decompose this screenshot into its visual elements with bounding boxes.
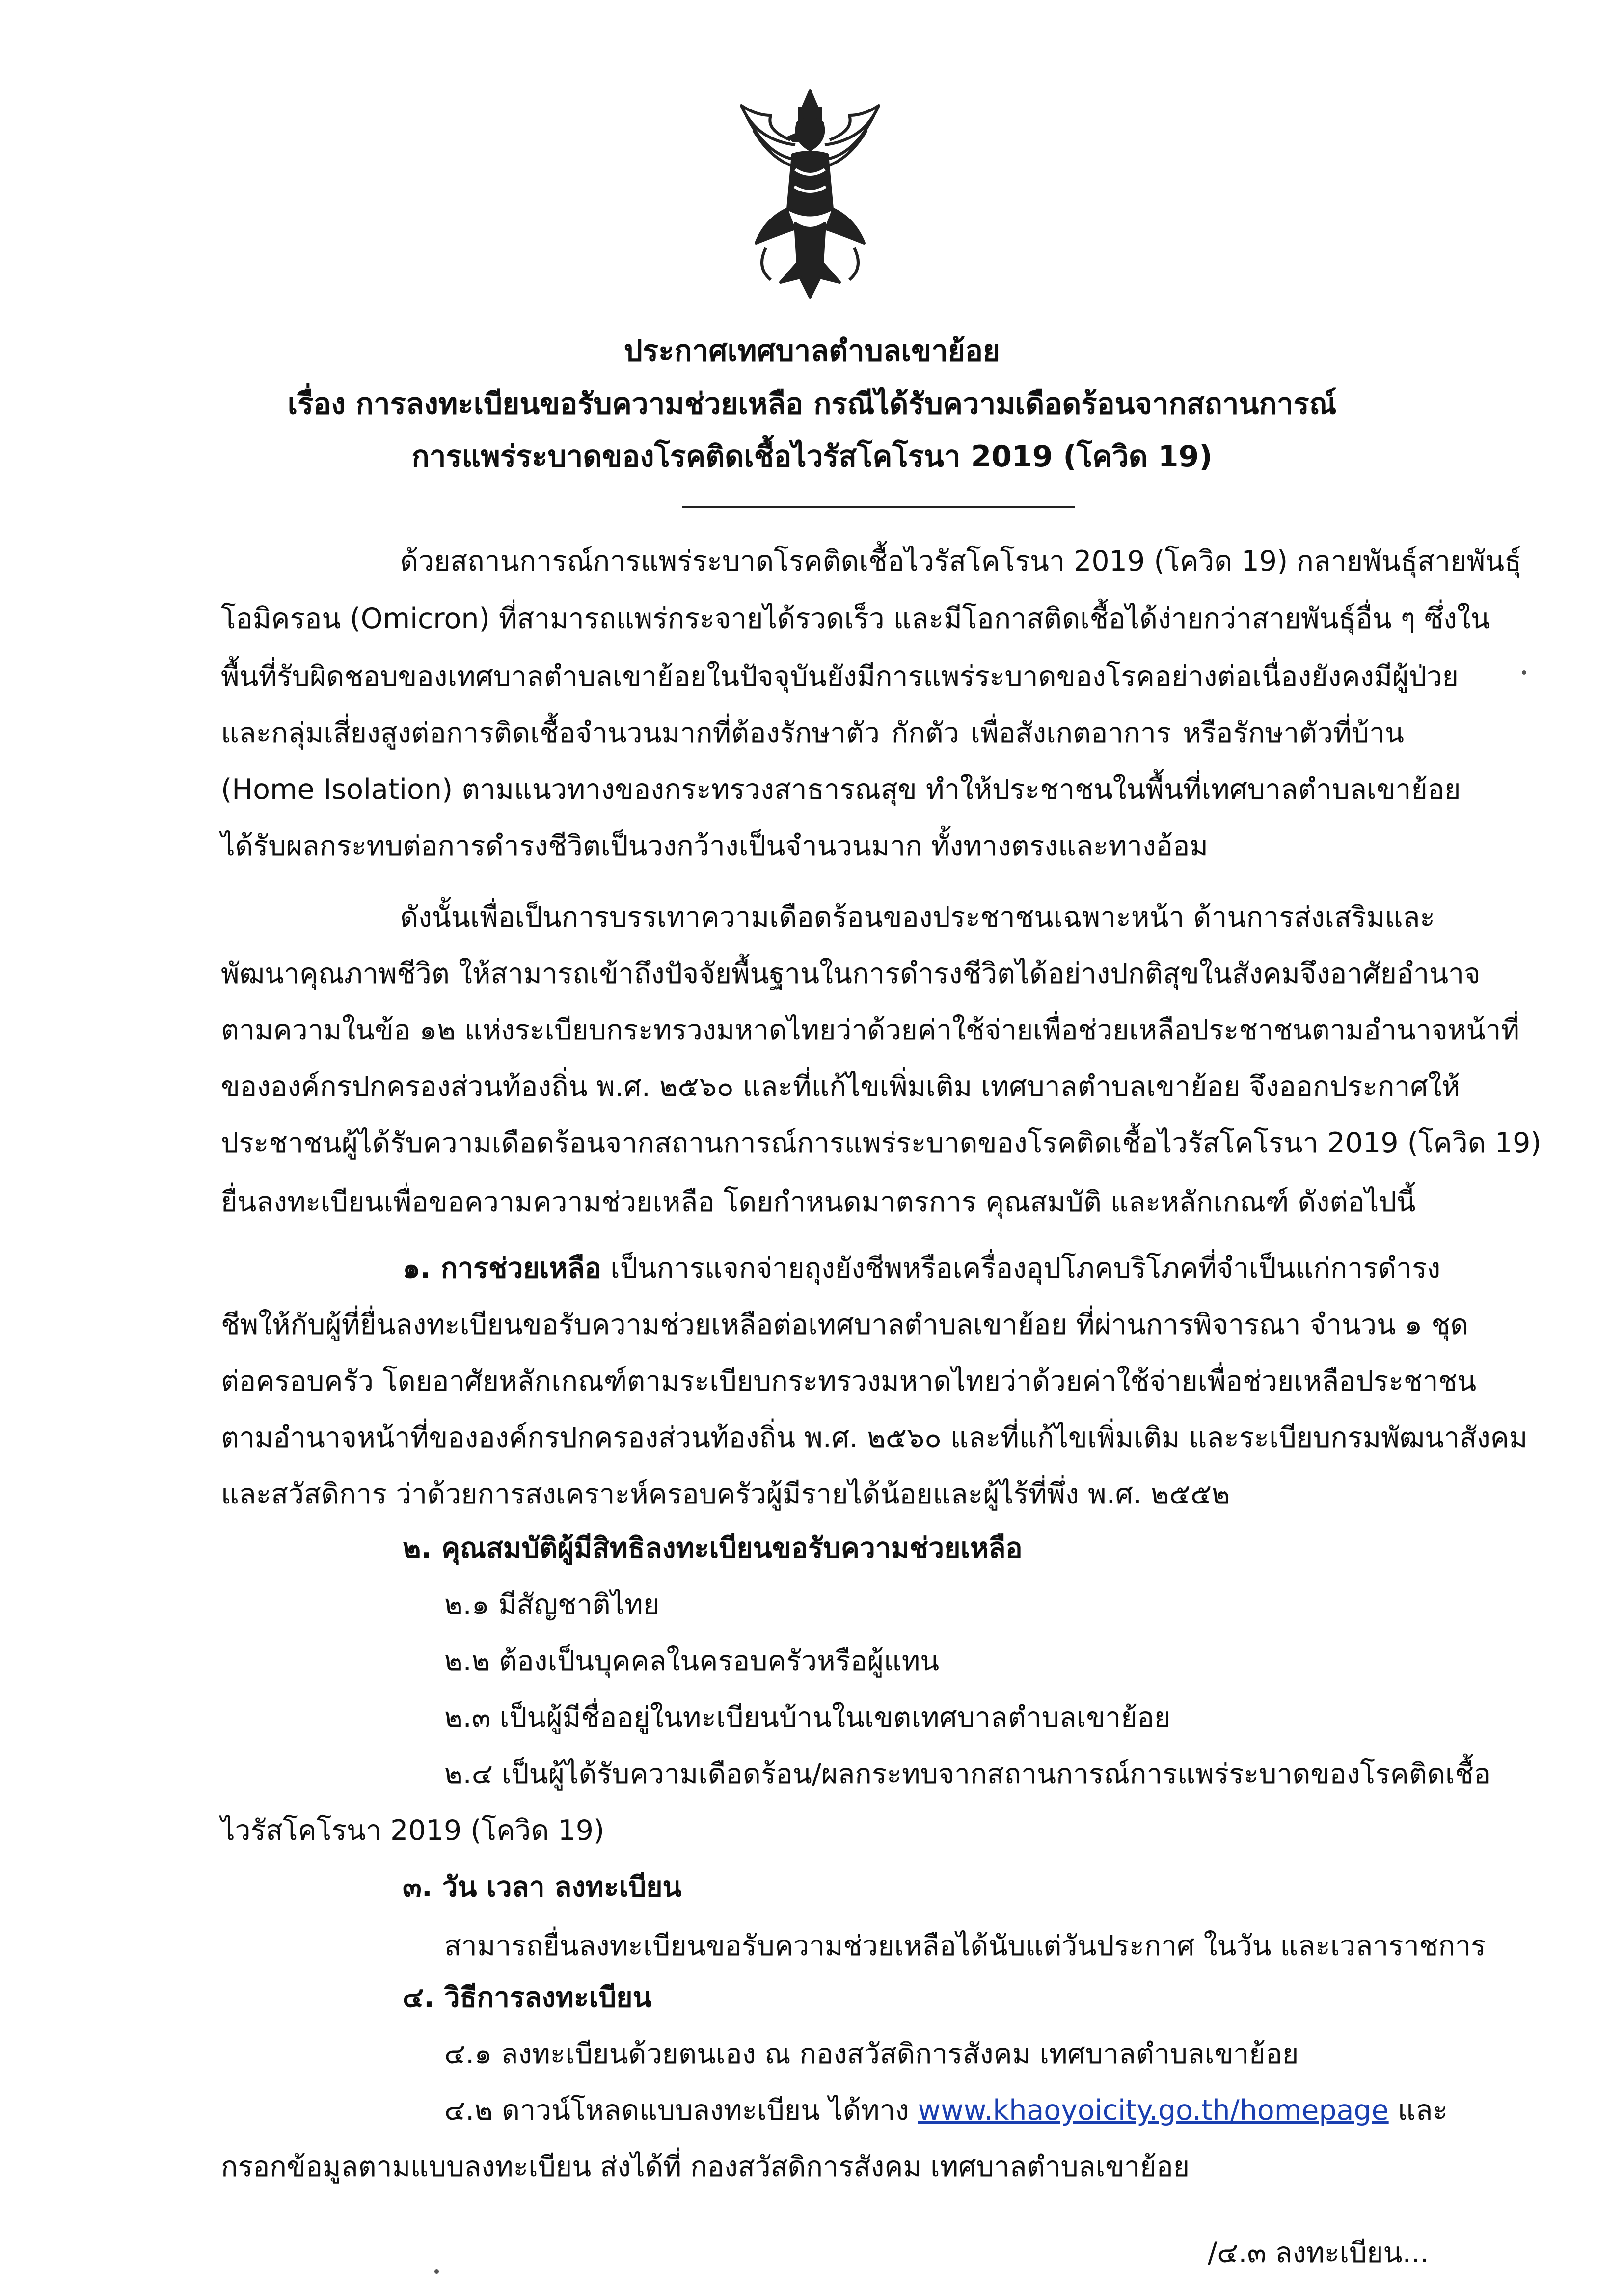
list-item: ๒.๔ เป็นผู้ได้รับความเดือดร้อน/ผลกระทบจากสถานการณ์การแพร่ระบาดของโรคติดเชื้อ: [444, 1758, 1491, 1790]
section-line: ต่อครอบครัว โดยอาศัยหลักเกณฑ์ตามระเบียบกระทรวงมหาดไทยว่าด้วยค่าใช้จ่ายเพื่อช่วยเหลือประชาชน: [221, 1365, 1477, 1397]
paragraph-line: (Home Isolation) ตามแนวทางของกระทรวงสาธารณสุข ทำให้ประชาชนในพื้นที่เทศบาลตำบลเขาย้อย: [221, 773, 1461, 806]
paragraph-line: พัฒนาคุณภาพชีวิต ให้สามารถเข้าถึงปัจจัยพื้นฐานในการดำรงชีวิตได้อย่างปกติสุขในสังคมจึงอาศัยอำนาจ: [221, 957, 1481, 990]
list-item: ๒.๒ ต้องเป็นบุคคลในครอบครัวหรือผู้แทน: [444, 1645, 940, 1677]
scan-speck: [434, 2269, 439, 2274]
paragraph-line: ด้วยสถานการณ์การแพร่ระบาดโรคติดเชื้อไวรัสโคโรนา 2019 (โควิด 19) กลายพันธุ์สายพันธุ์: [400, 545, 1522, 577]
section-title: ๓. วัน เวลา ลงทะเบียน: [403, 1871, 682, 1903]
list-item-text: ๔.๒ ดาวน์โหลดแบบลงทะเบียน ได้ทาง: [444, 2094, 909, 2127]
section-title: ๑. การช่วยเหลือ: [403, 1252, 602, 1285]
section-text: เป็นการแจกจ่ายถุงยังชีพหรือเครื่องอุปโภคบริโภคที่จำเป็นแก่การดำรง: [610, 1252, 1441, 1285]
paragraph-line: ขององค์กรปกครองส่วนท้องถิ่น พ.ศ. ๒๕๖๐ และที่แก้ไขเพิ่มเติม เทศบาลตำบลเขาย้อย จึงออกประกาศให้: [221, 1070, 1461, 1103]
list-item-continued: กรอกข้อมูลตามแบบลงทะเบียน ส่งได้ที่ กองสวัสดิการสังคม เทศบาลตำบลเขาย้อย: [221, 2151, 1190, 2183]
section-title: ๒. คุณสมบัติผู้มีสิทธิลงทะเบียนขอรับความช่วยเหลือ: [403, 1532, 1023, 1564]
announcement-subject: เรื่อง การลงทะเบียนขอรับความช่วยเหลือ กรณีได้รับความเดือดร้อนจากสถานการณ์: [287, 387, 1337, 421]
paragraph-line: โอมิครอน (Omicron) ที่สามารถแพร่กระจายได้รวดเร็ว และมีโอกาสติดเชื้อได้ง่ายกว่าสายพันธุ์อื่น ๆ ซึ่งใน: [221, 602, 1490, 635]
paragraph-line: พื้นที่รับผิดชอบของเทศบาลตำบลเขาย้อยในปัจจุบันยังมีการแพร่ระบาดของโรคอย่างต่อเนื่องยังคงมีผู้ป่วย: [221, 660, 1459, 693]
paragraph-line: ตามความในข้อ ๑๒ แห่งระเบียบกระทรวงมหาดไทยว่าด้วยค่าใช้จ่ายเพื่อช่วยเหลือประชาชนตามอำนาจหน้าที่: [221, 1014, 1520, 1046]
list-item: ๒.๑ มีสัญชาติไทย: [444, 1588, 660, 1621]
section-title: ๔. วิธีการลงทะเบียน: [403, 1981, 652, 2014]
header-divider: [682, 506, 1075, 508]
section-line: ชีพให้กับผู้ที่ยื่นลงทะเบียนขอรับความช่วยเหลือต่อเทศบาลตำบลเขาย้อย ที่ผ่านการพิจารณา จำนวน ๑ ชุด: [221, 1309, 1469, 1341]
section-line: และสวัสดิการ ว่าด้วยการสงเคราะห์ครอบครัวผู้มีรายได้น้อยและผู้ไร้ที่พึ่ง พ.ศ. ๒๕๕๒: [221, 1478, 1230, 1510]
download-link[interactable]: www.khaoyoicity.go.th/homepage: [918, 2094, 1389, 2127]
list-item: ๒.๓ เป็นผู้มีชื่ออยู่ในทะเบียนบ้านในเขตเทศบาลตำบลเขาย้อย: [444, 1701, 1171, 1734]
announcement-title: ประกาศเทศบาลตำบลเขาย้อย: [623, 334, 1001, 368]
paragraph-line: และกลุ่มเสี่ยงสูงต่อการติดเชื้อจำนวนมากที่ต้องรักษาตัว กักตัว เพื่อสังเกตอาการ หรือรักษาตัวที่บ้าน: [221, 717, 1404, 749]
paragraph-line: ประชาชนผู้ได้รับความเดือดร้อนจากสถานการณ์การแพร่ระบาดของโรคติดเชื้อไวรัสโคโรนา 2019 (โควิด 19): [221, 1127, 1542, 1159]
continued-marker: /๔.๓ ลงทะเบียน...: [1208, 2237, 1429, 2269]
section-line: ตามอำนาจหน้าที่ขององค์กรปกครองส่วนท้องถิ่น พ.ศ. ๒๕๖๐ และที่แก้ไขเพิ่มเติม และระเบียบกรมพัฒนาสังคม: [221, 1421, 1528, 1454]
list-item-text: และ: [1397, 2094, 1448, 2127]
announcement-subject-cont: การแพร่ระบาดของโรคติดเชื้อไวรัสโคโรนา 2019 (โควิด 19): [411, 439, 1213, 474]
section-line: [403, 1252, 1441, 1285]
list-item: [444, 2094, 1448, 2127]
garuda-emblem-icon: [736, 86, 884, 302]
paragraph-line: ดังนั้นเพื่อเป็นการบรรเทาความเดือดร้อนของประชาชนเฉพาะหน้า ด้านการส่งเสริมและ: [400, 901, 1435, 933]
scan-speck: [1522, 670, 1526, 675]
section-text: สามารถยื่นลงทะเบียนขอรับความช่วยเหลือได้นับแต่วันประกาศ ในวัน และเวลาราชการ: [444, 1930, 1486, 1962]
paragraph-line: ได้รับผลกระทบต่อการดำรงชีวิตเป็นวงกว้างเป็นจำนวนมาก ทั้งทางตรงและทางอ้อม: [221, 830, 1208, 862]
paragraph-line: ยื่นลงทะเบียนเพื่อขอความความช่วยเหลือ โดยกำหนดมาตรการ คุณสมบัติ และหลักเกณฑ์ ดังต่อไปนี้: [221, 1186, 1416, 1218]
list-item: ๔.๑ ลงทะเบียนด้วยตนเอง ณ กองสวัสดิการสังคม เทศบาลตำบลเขาย้อย: [444, 2038, 1299, 2070]
list-item-continued: ไวรัสโคโรนา 2019 (โควิด 19): [221, 1814, 605, 1847]
